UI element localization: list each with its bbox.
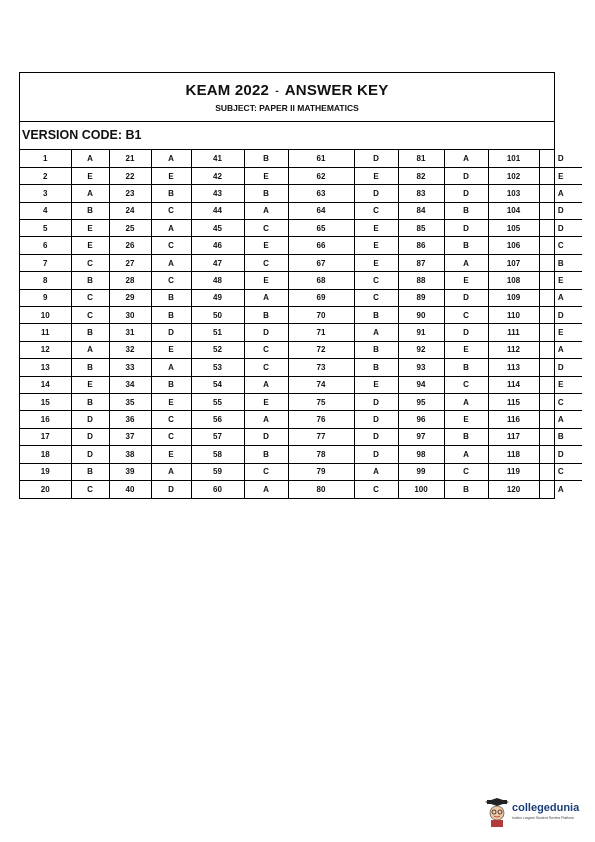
question-number-cell: 52 bbox=[191, 341, 244, 358]
answer-option-cell: D bbox=[71, 446, 109, 463]
question-number-cell: 50 bbox=[191, 307, 244, 324]
answer-option-cell: D bbox=[354, 411, 398, 428]
answer-option-cell: A bbox=[354, 324, 398, 341]
question-number-cell: 114 bbox=[488, 376, 539, 393]
answer-row bbox=[20, 376, 582, 393]
question-number-cell: 106 bbox=[488, 237, 539, 254]
answer-option-cell: E bbox=[354, 376, 398, 393]
answer-option-cell: B bbox=[354, 341, 398, 358]
question-number-cell: 111 bbox=[488, 324, 539, 341]
answer-option-cell: D bbox=[354, 150, 398, 167]
answer-option-cell: D bbox=[354, 428, 398, 445]
answer-option-cell: A bbox=[539, 185, 582, 202]
answer-row bbox=[20, 428, 582, 445]
answer-option-cell: E bbox=[244, 272, 288, 289]
question-number-cell: 19 bbox=[20, 463, 71, 480]
answer-row bbox=[20, 393, 582, 410]
answer-option-cell: D bbox=[539, 202, 582, 219]
answer-option-cell: A bbox=[244, 376, 288, 393]
question-number-cell: 18 bbox=[20, 446, 71, 463]
answer-option-cell: E bbox=[539, 376, 582, 393]
question-number-cell: 105 bbox=[488, 220, 539, 237]
answer-row bbox=[20, 185, 582, 202]
answer-option-cell: D bbox=[354, 446, 398, 463]
question-number-cell: 12 bbox=[20, 341, 71, 358]
question-number-cell: 24 bbox=[109, 202, 151, 219]
answer-option-cell: C bbox=[71, 289, 109, 306]
question-number-cell: 38 bbox=[109, 446, 151, 463]
answer-option-cell: A bbox=[71, 341, 109, 358]
answer-option-cell: E bbox=[71, 376, 109, 393]
answer-option-cell: A bbox=[244, 202, 288, 219]
question-number-cell: 92 bbox=[398, 341, 444, 358]
answer-option-cell: B bbox=[354, 307, 398, 324]
answer-option-cell: D bbox=[151, 480, 191, 497]
answer-row bbox=[20, 254, 582, 271]
answer-option-cell: C bbox=[539, 393, 582, 410]
answer-option-cell: A bbox=[151, 359, 191, 376]
logo-tagline: India's Largest Student Review Platform bbox=[512, 816, 575, 820]
answer-option-cell: E bbox=[539, 272, 582, 289]
answer-option-cell: C bbox=[354, 272, 398, 289]
answer-option-cell: D bbox=[444, 185, 488, 202]
title-main: KEAM 2022 bbox=[185, 82, 270, 99]
answer-option-cell: C bbox=[71, 480, 109, 497]
question-number-cell: 23 bbox=[109, 185, 151, 202]
question-number-cell: 109 bbox=[488, 289, 539, 306]
question-number-cell: 20 bbox=[20, 480, 71, 497]
title-block bbox=[20, 73, 554, 122]
answer-option-cell: B bbox=[71, 463, 109, 480]
answer-option-cell: D bbox=[444, 324, 488, 341]
answer-row bbox=[20, 324, 582, 341]
question-number-cell: 13 bbox=[20, 359, 71, 376]
question-number-cell: 74 bbox=[288, 376, 354, 393]
answer-option-cell: E bbox=[151, 167, 191, 184]
answer-option-cell: E bbox=[244, 237, 288, 254]
answer-option-cell: E bbox=[444, 272, 488, 289]
answer-option-cell: E bbox=[151, 446, 191, 463]
question-number-cell: 67 bbox=[288, 254, 354, 271]
answer-option-cell: E bbox=[71, 167, 109, 184]
answer-option-cell: C bbox=[151, 411, 191, 428]
question-number-cell: 49 bbox=[191, 289, 244, 306]
question-number-cell: 77 bbox=[288, 428, 354, 445]
question-number-cell: 73 bbox=[288, 359, 354, 376]
answer-option-cell: B bbox=[71, 324, 109, 341]
question-number-cell: 113 bbox=[488, 359, 539, 376]
question-number-cell: 44 bbox=[191, 202, 244, 219]
answer-option-cell: D bbox=[244, 324, 288, 341]
question-number-cell: 108 bbox=[488, 272, 539, 289]
question-number-cell: 21 bbox=[109, 150, 151, 167]
question-number-cell: 17 bbox=[20, 428, 71, 445]
version-code: VERSION CODE: B1 bbox=[20, 122, 554, 150]
question-number-cell: 80 bbox=[288, 480, 354, 497]
question-number-cell: 54 bbox=[191, 376, 244, 393]
answer-option-cell: A bbox=[354, 463, 398, 480]
answer-option-cell: B bbox=[539, 428, 582, 445]
answer-table-body bbox=[20, 150, 582, 498]
answer-option-cell: B bbox=[244, 446, 288, 463]
answer-option-cell: C bbox=[71, 307, 109, 324]
question-number-cell: 8 bbox=[20, 272, 71, 289]
answer-option-cell: B bbox=[354, 359, 398, 376]
answer-option-cell: A bbox=[71, 150, 109, 167]
question-number-cell: 22 bbox=[109, 167, 151, 184]
question-number-cell: 40 bbox=[109, 480, 151, 497]
question-number-cell: 90 bbox=[398, 307, 444, 324]
question-number-cell: 14 bbox=[20, 376, 71, 393]
title-dash: - bbox=[275, 85, 279, 97]
answer-option-cell: D bbox=[539, 150, 582, 167]
answer-option-cell: C bbox=[444, 307, 488, 324]
question-number-cell: 112 bbox=[488, 341, 539, 358]
answer-row bbox=[20, 341, 582, 358]
question-number-cell: 47 bbox=[191, 254, 244, 271]
question-number-cell: 118 bbox=[488, 446, 539, 463]
answer-option-cell: E bbox=[244, 167, 288, 184]
question-number-cell: 2 bbox=[20, 167, 71, 184]
question-number-cell: 120 bbox=[488, 480, 539, 497]
answer-option-cell: D bbox=[539, 220, 582, 237]
question-number-cell: 70 bbox=[288, 307, 354, 324]
answer-option-cell: B bbox=[71, 359, 109, 376]
answer-option-cell: C bbox=[354, 202, 398, 219]
question-number-cell: 16 bbox=[20, 411, 71, 428]
question-number-cell: 86 bbox=[398, 237, 444, 254]
answer-row bbox=[20, 202, 582, 219]
question-number-cell: 35 bbox=[109, 393, 151, 410]
answer-option-cell: D bbox=[71, 411, 109, 428]
answer-row bbox=[20, 411, 582, 428]
answer-row bbox=[20, 289, 582, 306]
answer-option-cell: C bbox=[151, 272, 191, 289]
question-number-cell: 11 bbox=[20, 324, 71, 341]
answer-option-cell: D bbox=[539, 307, 582, 324]
answer-option-cell: B bbox=[444, 359, 488, 376]
question-number-cell: 76 bbox=[288, 411, 354, 428]
question-number-cell: 31 bbox=[109, 324, 151, 341]
question-number-cell: 87 bbox=[398, 254, 444, 271]
question-number-cell: 91 bbox=[398, 324, 444, 341]
answer-option-cell: D bbox=[444, 289, 488, 306]
question-number-cell: 102 bbox=[488, 167, 539, 184]
answer-option-cell: A bbox=[244, 289, 288, 306]
question-number-cell: 9 bbox=[20, 289, 71, 306]
answer-option-cell: B bbox=[444, 202, 488, 219]
question-number-cell: 36 bbox=[109, 411, 151, 428]
question-number-cell: 63 bbox=[288, 185, 354, 202]
question-number-cell: 29 bbox=[109, 289, 151, 306]
answer-option-cell: C bbox=[151, 202, 191, 219]
question-number-cell: 66 bbox=[288, 237, 354, 254]
question-number-cell: 1 bbox=[20, 150, 71, 167]
answer-option-cell: C bbox=[244, 463, 288, 480]
question-number-cell: 57 bbox=[191, 428, 244, 445]
answer-row bbox=[20, 272, 582, 289]
answer-option-cell: E bbox=[444, 341, 488, 358]
question-number-cell: 94 bbox=[398, 376, 444, 393]
answer-row bbox=[20, 150, 582, 167]
question-number-cell: 84 bbox=[398, 202, 444, 219]
question-number-cell: 4 bbox=[20, 202, 71, 219]
answer-row bbox=[20, 220, 582, 237]
question-number-cell: 5 bbox=[20, 220, 71, 237]
answer-option-cell: A bbox=[539, 480, 582, 497]
question-number-cell: 119 bbox=[488, 463, 539, 480]
answer-option-cell: C bbox=[151, 428, 191, 445]
question-number-cell: 53 bbox=[191, 359, 244, 376]
question-number-cell: 81 bbox=[398, 150, 444, 167]
question-number-cell: 72 bbox=[288, 341, 354, 358]
answer-option-cell: E bbox=[71, 237, 109, 254]
question-number-cell: 62 bbox=[288, 167, 354, 184]
answer-table bbox=[20, 150, 582, 498]
answer-option-cell: D bbox=[151, 324, 191, 341]
page-title bbox=[20, 73, 554, 99]
subject-line: SUBJECT: PAPER II MATHEMATICS bbox=[215, 103, 359, 113]
question-number-cell: 68 bbox=[288, 272, 354, 289]
question-number-cell: 82 bbox=[398, 167, 444, 184]
answer-option-cell: A bbox=[539, 289, 582, 306]
question-number-cell: 45 bbox=[191, 220, 244, 237]
question-number-cell: 69 bbox=[288, 289, 354, 306]
question-number-cell: 28 bbox=[109, 272, 151, 289]
answer-option-cell: B bbox=[244, 307, 288, 324]
answer-option-cell: B bbox=[539, 254, 582, 271]
question-number-cell: 107 bbox=[488, 254, 539, 271]
answer-option-cell: A bbox=[71, 185, 109, 202]
answer-key-sheet bbox=[19, 72, 564, 499]
title-rest: ANSWER KEY bbox=[284, 82, 389, 99]
answer-option-cell: A bbox=[444, 446, 488, 463]
answer-option-cell: A bbox=[244, 411, 288, 428]
answer-option-cell: B bbox=[151, 376, 191, 393]
answer-option-cell: E bbox=[354, 220, 398, 237]
question-number-cell: 65 bbox=[288, 220, 354, 237]
answer-option-cell: D bbox=[354, 185, 398, 202]
question-number-cell: 97 bbox=[398, 428, 444, 445]
answer-option-cell: B bbox=[71, 393, 109, 410]
answer-option-cell: B bbox=[71, 272, 109, 289]
answer-option-cell: C bbox=[354, 480, 398, 497]
answer-option-cell: B bbox=[151, 185, 191, 202]
answer-option-cell: E bbox=[354, 237, 398, 254]
question-number-cell: 83 bbox=[398, 185, 444, 202]
question-number-cell: 10 bbox=[20, 307, 71, 324]
question-number-cell: 98 bbox=[398, 446, 444, 463]
answer-row bbox=[20, 167, 582, 184]
answer-option-cell: C bbox=[539, 463, 582, 480]
logo-name: collegedunia bbox=[512, 802, 580, 814]
question-number-cell: 56 bbox=[191, 411, 244, 428]
question-number-cell: 25 bbox=[109, 220, 151, 237]
answer-option-cell: A bbox=[444, 150, 488, 167]
answer-option-cell: E bbox=[539, 167, 582, 184]
answer-option-cell: C bbox=[244, 341, 288, 358]
collegedunia-logo bbox=[484, 798, 584, 828]
answer-option-cell: E bbox=[354, 254, 398, 271]
answer-option-cell: B bbox=[71, 202, 109, 219]
question-number-cell: 26 bbox=[109, 237, 151, 254]
answer-row bbox=[20, 446, 582, 463]
question-number-cell: 96 bbox=[398, 411, 444, 428]
answer-option-cell: A bbox=[444, 393, 488, 410]
question-number-cell: 95 bbox=[398, 393, 444, 410]
answer-option-cell: C bbox=[151, 237, 191, 254]
answer-option-cell: C bbox=[244, 220, 288, 237]
answer-option-cell: E bbox=[151, 393, 191, 410]
answer-option-cell: B bbox=[444, 237, 488, 254]
answer-option-cell: A bbox=[444, 254, 488, 271]
question-number-cell: 46 bbox=[191, 237, 244, 254]
answer-option-cell: A bbox=[151, 254, 191, 271]
answer-option-cell: C bbox=[354, 289, 398, 306]
answer-option-cell: C bbox=[71, 254, 109, 271]
question-number-cell: 48 bbox=[191, 272, 244, 289]
answer-option-cell: A bbox=[539, 411, 582, 428]
question-number-cell: 93 bbox=[398, 359, 444, 376]
answer-option-cell: A bbox=[151, 150, 191, 167]
answer-option-cell: E bbox=[354, 167, 398, 184]
answer-option-cell: C bbox=[444, 376, 488, 393]
question-number-cell: 43 bbox=[191, 185, 244, 202]
question-number-cell: 37 bbox=[109, 428, 151, 445]
question-number-cell: 42 bbox=[191, 167, 244, 184]
question-number-cell: 59 bbox=[191, 463, 244, 480]
answer-option-cell: C bbox=[244, 359, 288, 376]
answer-option-cell: A bbox=[151, 463, 191, 480]
answer-option-cell: D bbox=[539, 359, 582, 376]
question-number-cell: 116 bbox=[488, 411, 539, 428]
answer-option-cell: E bbox=[539, 324, 582, 341]
answer-option-cell: B bbox=[151, 289, 191, 306]
question-number-cell: 115 bbox=[488, 393, 539, 410]
question-number-cell: 61 bbox=[288, 150, 354, 167]
question-number-cell: 99 bbox=[398, 463, 444, 480]
answer-option-cell: A bbox=[244, 480, 288, 497]
question-number-cell: 15 bbox=[20, 393, 71, 410]
answer-option-cell: D bbox=[354, 393, 398, 410]
answer-option-cell: D bbox=[444, 220, 488, 237]
answer-row bbox=[20, 463, 582, 480]
question-number-cell: 6 bbox=[20, 237, 71, 254]
question-number-cell: 88 bbox=[398, 272, 444, 289]
student-mascot-icon bbox=[484, 798, 510, 828]
question-number-cell: 117 bbox=[488, 428, 539, 445]
question-number-cell: 85 bbox=[398, 220, 444, 237]
answer-option-cell: B bbox=[244, 150, 288, 167]
question-number-cell: 55 bbox=[191, 393, 244, 410]
question-number-cell: 104 bbox=[488, 202, 539, 219]
question-number-cell: 41 bbox=[191, 150, 244, 167]
question-number-cell: 33 bbox=[109, 359, 151, 376]
answer-option-cell: D bbox=[244, 428, 288, 445]
question-number-cell: 89 bbox=[398, 289, 444, 306]
answer-option-cell: B bbox=[444, 480, 488, 497]
answer-option-cell: A bbox=[539, 341, 582, 358]
answer-option-cell: D bbox=[71, 428, 109, 445]
answer-option-cell: E bbox=[151, 341, 191, 358]
question-number-cell: 32 bbox=[109, 341, 151, 358]
answer-option-cell: E bbox=[444, 411, 488, 428]
question-number-cell: 79 bbox=[288, 463, 354, 480]
answer-row bbox=[20, 480, 582, 497]
question-number-cell: 7 bbox=[20, 254, 71, 271]
question-number-cell: 39 bbox=[109, 463, 151, 480]
answer-option-cell: A bbox=[151, 220, 191, 237]
answer-row bbox=[20, 359, 582, 376]
question-number-cell: 78 bbox=[288, 446, 354, 463]
question-number-cell: 58 bbox=[191, 446, 244, 463]
answer-option-cell: C bbox=[244, 254, 288, 271]
answer-option-cell: E bbox=[71, 220, 109, 237]
question-number-cell: 71 bbox=[288, 324, 354, 341]
question-number-cell: 100 bbox=[398, 480, 444, 497]
answer-row bbox=[20, 237, 582, 254]
answer-option-cell: C bbox=[539, 237, 582, 254]
question-number-cell: 75 bbox=[288, 393, 354, 410]
answer-option-cell: D bbox=[444, 167, 488, 184]
answer-option-cell: B bbox=[151, 307, 191, 324]
question-number-cell: 64 bbox=[288, 202, 354, 219]
question-number-cell: 51 bbox=[191, 324, 244, 341]
answer-option-cell: B bbox=[244, 185, 288, 202]
question-number-cell: 27 bbox=[109, 254, 151, 271]
question-number-cell: 103 bbox=[488, 185, 539, 202]
answer-option-cell: D bbox=[539, 446, 582, 463]
question-number-cell: 110 bbox=[488, 307, 539, 324]
question-number-cell: 34 bbox=[109, 376, 151, 393]
question-number-cell: 101 bbox=[488, 150, 539, 167]
answer-row bbox=[20, 307, 582, 324]
answer-option-cell: B bbox=[444, 428, 488, 445]
answer-option-cell: E bbox=[244, 393, 288, 410]
answer-option-cell: C bbox=[444, 463, 488, 480]
question-number-cell: 30 bbox=[109, 307, 151, 324]
question-number-cell: 3 bbox=[20, 185, 71, 202]
question-number-cell: 60 bbox=[191, 480, 244, 497]
